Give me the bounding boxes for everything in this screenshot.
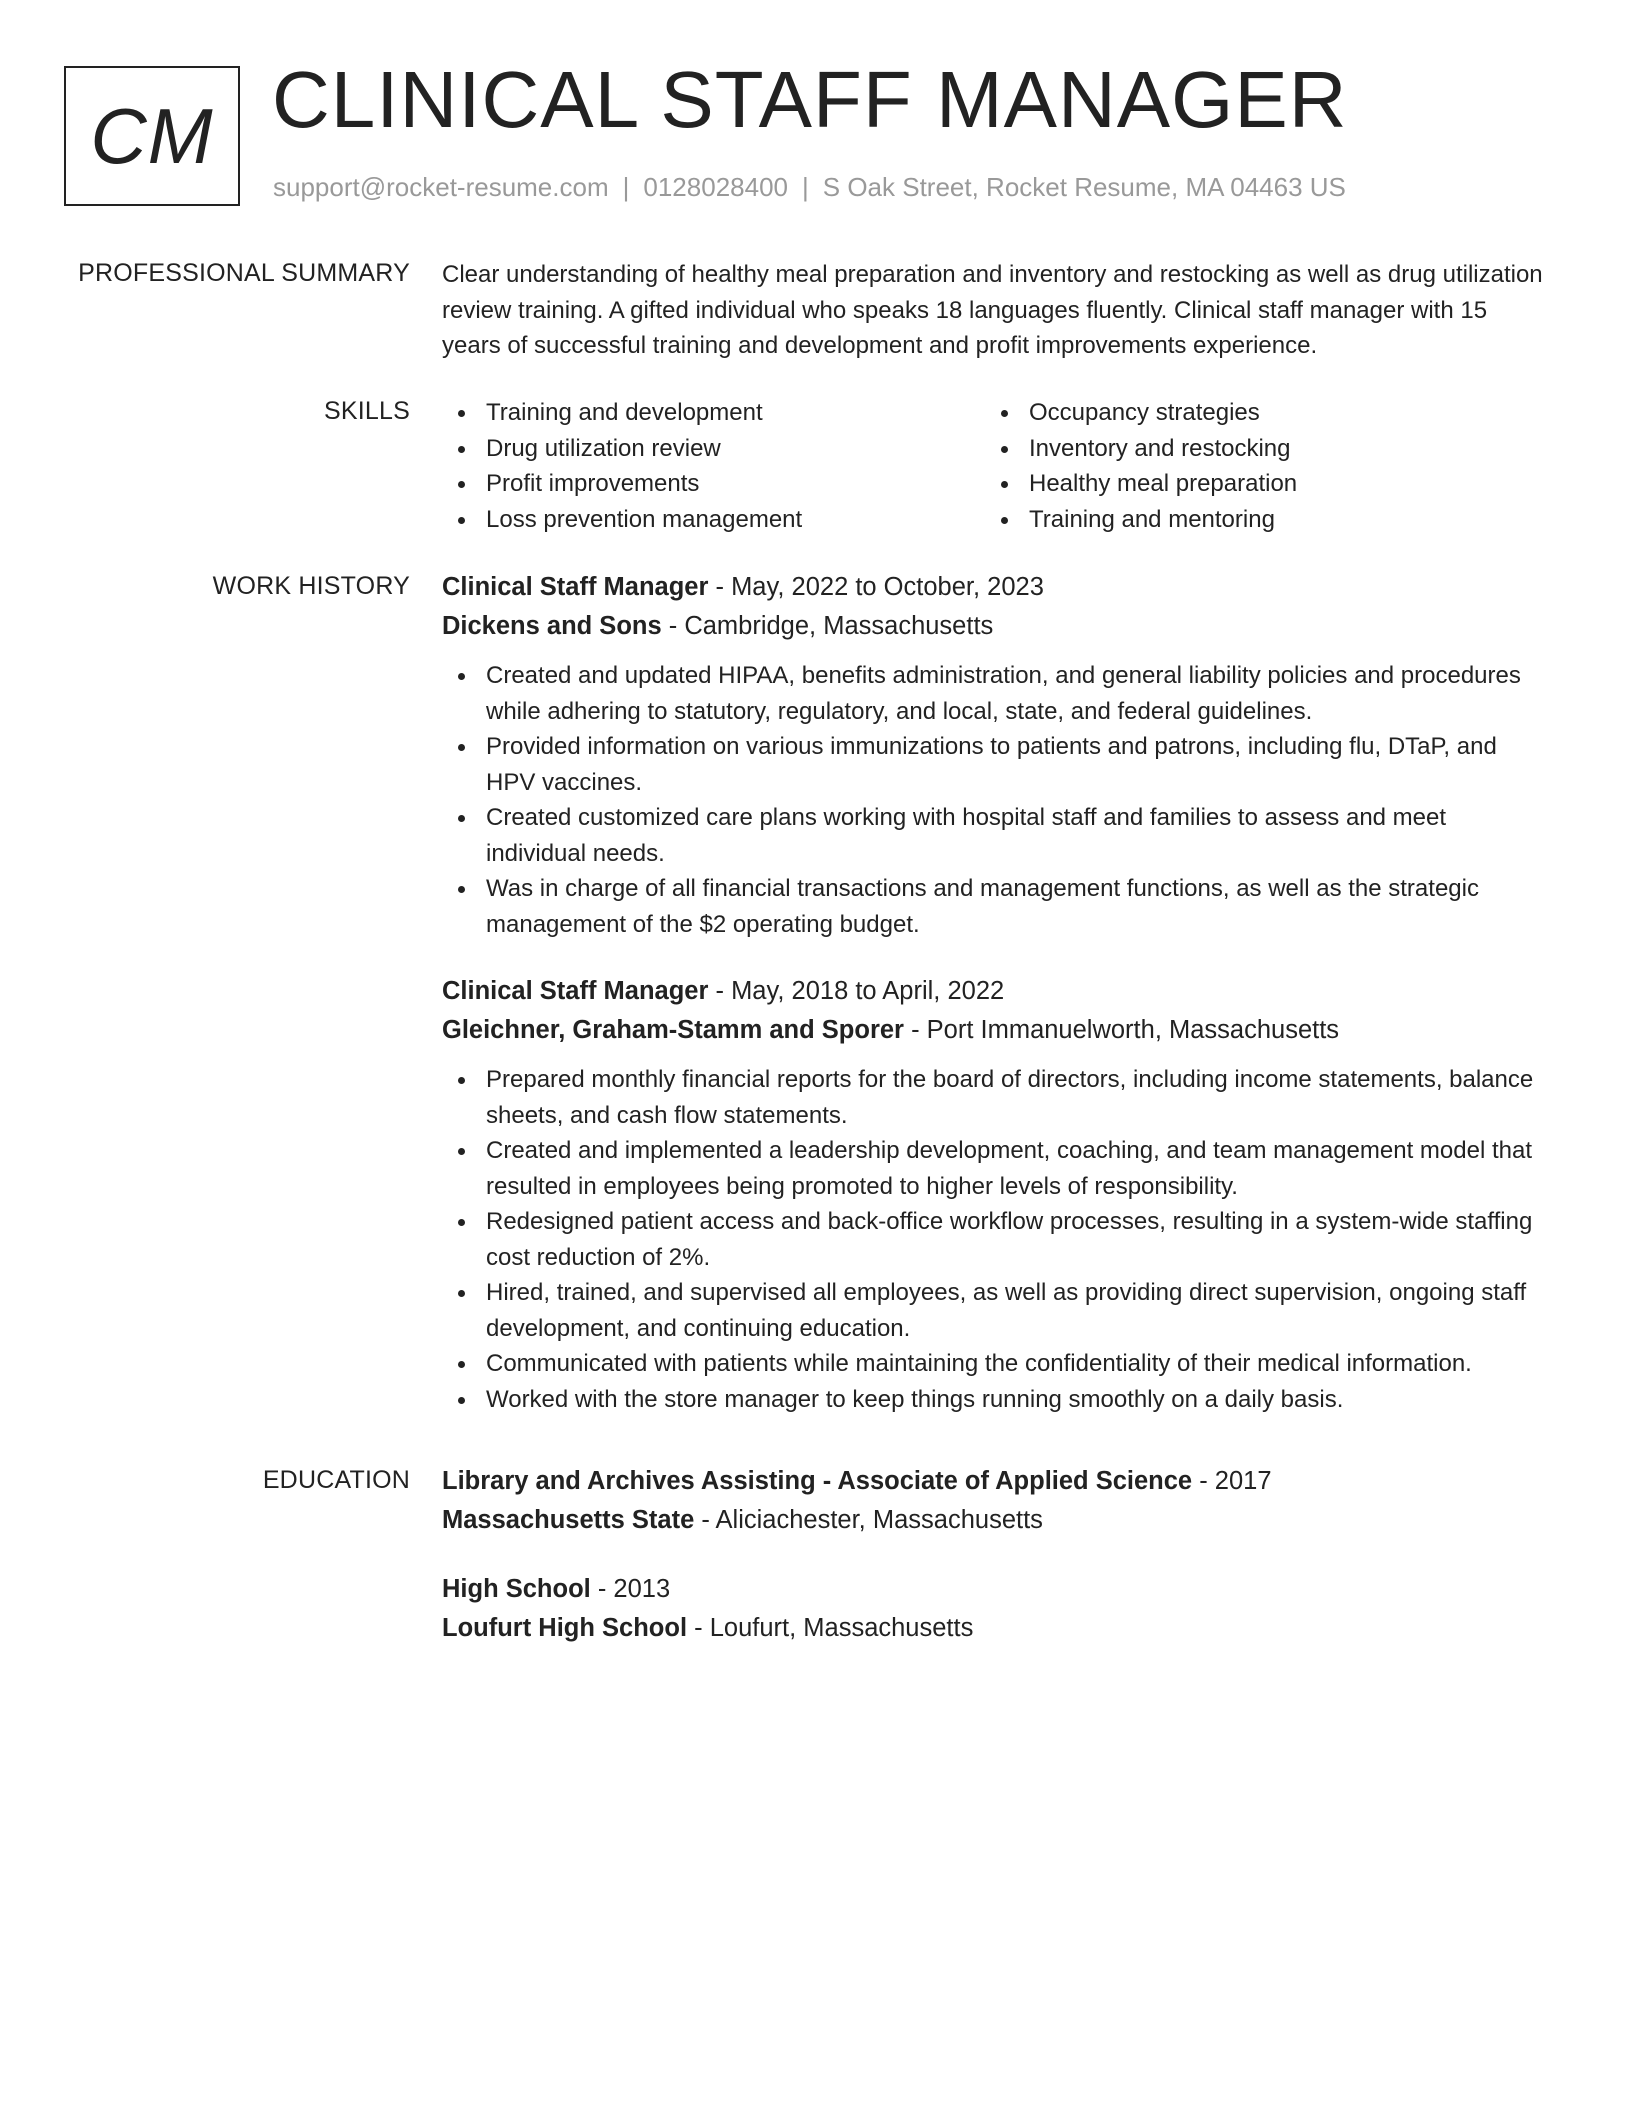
summary-body [442,257,1552,364]
job-bullet: Created and updated HIPAA, benefits administration, and general liability policies and procedures while adhering to statutory, regulatory, and local, state, and federal guidelines. [442,658,1552,729]
education-school-line [442,1501,1552,1540]
job-dates: - May, 2022 to October, 2023 [708,573,1044,601]
job-company-line [442,1011,1552,1050]
contact-separator: | [802,172,809,202]
contact-separator: | [622,172,630,202]
job-title: Clinical Staff Manager [442,977,709,1005]
job-location: - Cambridge, Massachusetts [661,612,994,640]
education-heading: EDUCATION [262,1466,410,1494]
job-bullet: Prepared monthly financial reports for the board of directors, including income statements, balance sheets, and cash flow statements. [442,1062,1552,1133]
skill-item: Profit improvements [442,466,985,502]
job-entry [442,972,1552,1417]
job-company: Dickens and Sons [442,612,662,640]
contact-phone: 0128028400 [643,172,788,202]
job-entry [442,568,1552,942]
skill-item: Occupancy strategies [985,395,1528,431]
skill-item: Drug utilization review [442,431,985,467]
education-location: - Loufurt, Massachusetts [687,1614,974,1642]
job-location: - Port Immanuelworth, Massachusetts [903,1016,1340,1044]
summary-text: Clear understanding of healthy meal preparation and inventory and restocking as well as drug utilization review training. A gifted individual who speaks 18 languages fluently. Clinical staff manager with 15 years of successful training and development and profit improvements experience. [442,261,1543,359]
education-entry [442,1570,1552,1648]
job-bullet: Was in charge of all financial transactions and management functions, as well as the strategic management of the $2 operating budget. [442,871,1552,942]
education-year: - 2017 [1192,1467,1272,1495]
monogram-initials: CM [90,92,214,180]
summary-heading: PROFESSIONAL SUMMARY [78,259,410,287]
contact-line [273,172,1346,203]
resume-title: CLINICAL STAFF MANAGER [272,55,1348,144]
job-bullet: Communicated with patients while maintaining the confidentiality of their medical information. [442,1346,1552,1382]
job-bullets [442,658,1552,942]
education-entry [442,1462,1552,1540]
skill-item: Training and mentoring [985,502,1528,538]
education-year: - 2013 [590,1575,671,1603]
skill-item: Healthy meal preparation [985,466,1528,502]
skills-grid [442,395,1552,537]
education-school: Massachusetts State [442,1506,695,1534]
job-bullet: Redesigned patient access and back-office workflow processes, resulting in a system-wide staffing cost reduction of 2%. [442,1204,1552,1275]
work-history-heading: WORK HISTORY [212,572,410,600]
job-company-line [442,607,1552,646]
job-bullet: Created customized care plans working with hospital staff and families to assess and meet individual needs. [442,800,1552,871]
education-degree: High School [442,1575,591,1603]
job-title-line [442,568,1552,607]
job-title-line [442,972,1552,1011]
contact-address: S Oak Street, Rocket Resume, MA 04463 US [822,172,1346,202]
job-bullet: Worked with the store manager to keep things running smoothly on a daily basis. [442,1382,1552,1418]
skills-body [442,395,1552,537]
skills-column-left [442,395,985,537]
skill-item: Loss prevention management [442,502,985,538]
skills-heading: SKILLS [324,397,410,425]
skill-item: Training and development [442,395,985,431]
education-body [442,1462,1552,1648]
monogram-box [64,66,240,206]
education-degree-line [442,1462,1552,1501]
job-dates: - May, 2018 to April, 2022 [708,977,1005,1005]
job-company: Gleichner, Graham-Stamm and Sporer [442,1016,904,1044]
education-degree: Library and Archives Assisting - Associate of Applied Science [442,1467,1193,1495]
job-bullets [442,1062,1552,1417]
education-school-line [442,1609,1552,1648]
education-school: Loufurt High School [442,1614,688,1642]
skill-item: Inventory and restocking [985,431,1528,467]
job-bullet: Created and implemented a leadership development, coaching, and team management model that resulted in employees being promoted to higher levels of responsibility. [442,1133,1552,1204]
job-title: Clinical Staff Manager [442,573,709,601]
education-location: - Aliciachester, Massachusetts [694,1506,1043,1534]
job-bullet: Hired, trained, and supervised all employees, as well as providing direct supervision, ongoing staff development, and continuing education. [442,1275,1552,1346]
job-bullet: Provided information on various immunizations to patients and patrons, including flu, DTaP, and HPV vaccines. [442,729,1552,800]
contact-email: support@rocket-resume.com [273,172,609,202]
skills-column-right [985,395,1528,537]
education-degree-line [442,1570,1552,1609]
work-history-body [442,568,1552,1417]
